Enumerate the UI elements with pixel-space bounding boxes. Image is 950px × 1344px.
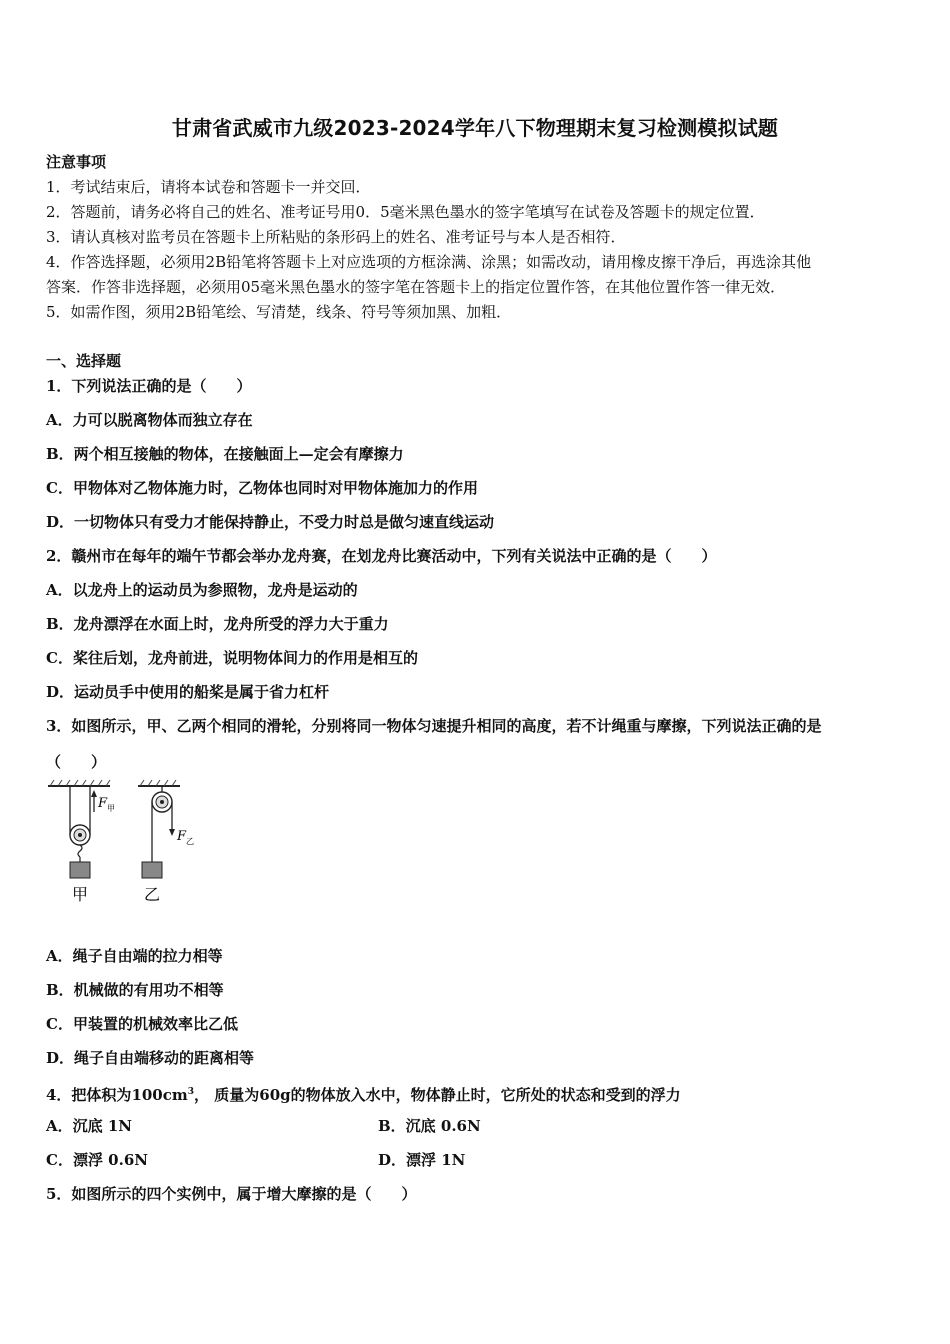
page-title: 甘肃省武威市九级2023-2024学年八下物理期末复习检测模拟试题 (171, 116, 779, 140)
force-a-subscript: 甲 (107, 804, 115, 813)
q4-stem-part2: ， 质量为60g的物体放入水中，物体静止时，它所处的状态和受到的浮力 (194, 1086, 681, 1104)
notice-item: 4．作答选择题，必须用2B铅笔将答题卡上对应选项的方框涂满、涂黑；如需改动，请用橡皮擦干净后，再选涂其他 (46, 253, 812, 271)
section-heading: 一、选择题 (46, 352, 122, 370)
q3-option-d: D．绳子自由端移动的距离相等 (46, 1049, 255, 1067)
notice-item: 3．请认真核对监考员在答题卡上所粘贴的条形码上的姓名、准考证号与本人是否相符． (46, 228, 626, 246)
q4-stem-superscript: 3 (187, 1087, 195, 1097)
force-a-label: F (98, 796, 108, 811)
q3-option-c: C．甲装置的机械效率比乙低 (46, 1015, 238, 1033)
notice-heading: 注意事项 (46, 153, 107, 171)
q4-option-c: C．漂浮 0.6N (46, 1151, 148, 1169)
q4-stem-part1: 4．把体积为100cm (46, 1086, 188, 1104)
q3-option-b: B．机械做的有用功不相等 (46, 981, 224, 999)
question-3-stem: 3．如图所示，甲、乙两个相同的滑轮，分别将同一物体匀速提升相同的高度，若不计绳重与摩擦，下列说法正确的是 (46, 717, 822, 735)
question-4-stem (46, 1082, 681, 1105)
notice-item: 答案．作答非选择题，必须用05毫米黑色墨水的签字笔在答题卡上的指定位置作答，在其他位置作答一律无效． (46, 278, 786, 296)
question-3-stem-cont: （ ） (46, 753, 107, 771)
q1-option-b: B．两个相互接触的物体，在接触面上—定会有摩擦力 (46, 445, 404, 463)
figure-label-b: 乙 (144, 885, 161, 904)
figure-label-a: 甲 (72, 885, 89, 904)
pulley-a (48, 780, 110, 878)
q4-option-d: D．漂浮 1N (378, 1151, 466, 1169)
q4-option-b: B．沉底 0.6N (378, 1117, 481, 1135)
pulley-figure (40, 778, 220, 908)
notice-item: 1．考试结束后，请将本试卷和答题卡一并交回． (46, 178, 371, 196)
force-b-label: F (177, 829, 187, 844)
pulley-b (138, 780, 180, 878)
force-b-subscript: 乙 (186, 837, 194, 846)
q2-option-a: A．以龙舟上的运动员为参照物，龙舟是运动的 (46, 581, 358, 599)
q1-option-a: A．力可以脱离物体而独立存在 (46, 411, 253, 429)
question-5-stem: 5．如图所示的四个实例中，属于增大摩擦的是（ ） (46, 1185, 417, 1203)
notice-item: 2．答题前，请务必将自己的姓名、准考证号用0．5毫米黑色墨水的签字笔填写在试卷及答题卡的规定位置． (46, 203, 765, 221)
notice-item: 5．如需作图，须用2B铅笔绘、写清楚，线条、符号等须加黑、加粗． (46, 303, 512, 321)
q1-option-c: C．甲物体对乙物体施力时，乙物体也同时对甲物体施加力的作用 (46, 479, 478, 497)
q2-option-c: C．桨往后划，龙舟前进，说明物体间力的作用是相互的 (46, 649, 418, 667)
q3-option-a: A．绳子自由端的拉力相等 (46, 947, 223, 965)
q1-option-d: D．一切物体只有受力才能保持静止，不受力时总是做匀速直线运动 (46, 513, 495, 531)
question-2-stem: 2．赣州市在每年的端午节都会举办龙舟赛，在划龙舟比赛活动中，下列有关说法中正确的是（ ） (46, 547, 717, 565)
question-1-stem: 1．下列说法正确的是（ ） (46, 377, 252, 395)
q4-option-a: A．沉底 1N (46, 1117, 133, 1135)
q2-option-b: B．龙舟漂浮在水面上时，龙舟所受的浮力大于重力 (46, 615, 389, 633)
q2-option-d: D．运动员手中使用的船桨是属于省力杠杆 (46, 683, 330, 701)
